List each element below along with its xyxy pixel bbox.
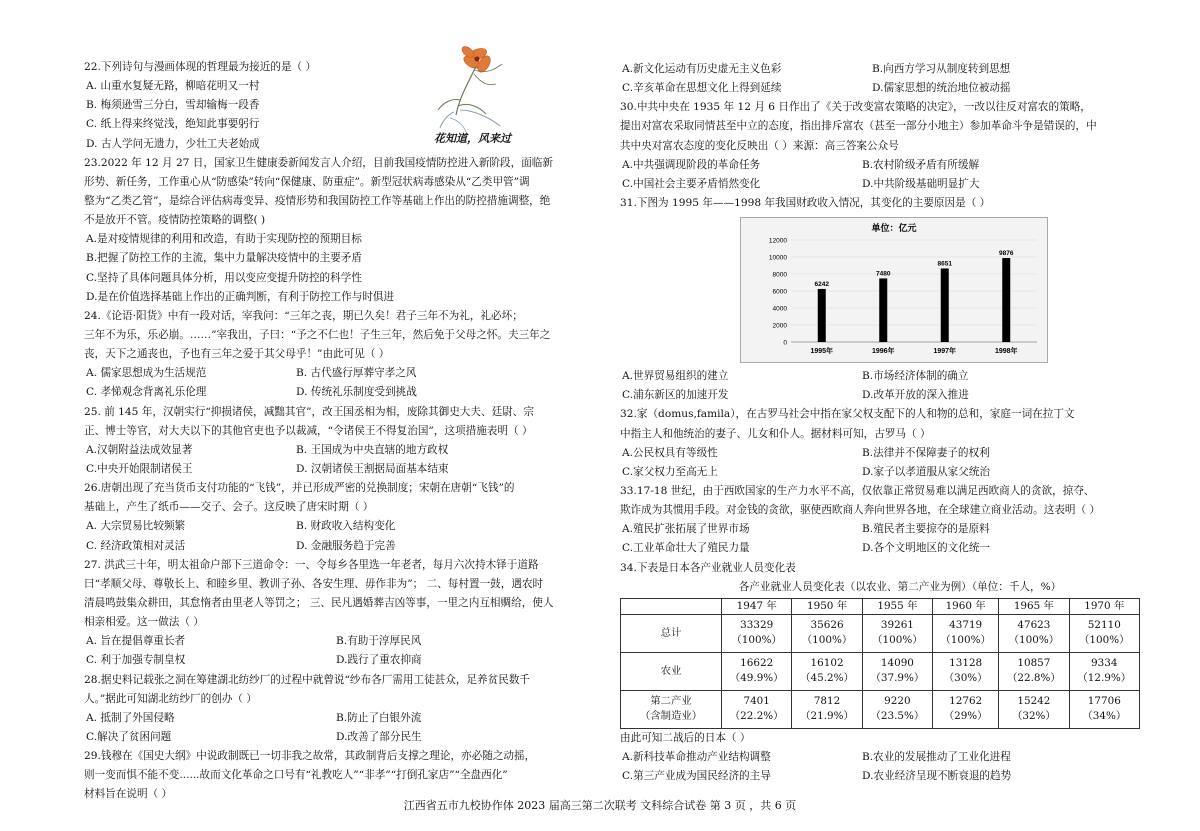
table-cell: 35626 （100%） bbox=[792, 614, 862, 652]
q26-options-row-2 bbox=[84, 537, 576, 556]
q24-options-row-2 bbox=[84, 383, 576, 402]
y-tick-label: 6000 bbox=[772, 288, 787, 296]
bar bbox=[879, 279, 887, 343]
table-cell: 9334 （12.9%） bbox=[1069, 652, 1139, 690]
table-cell: 17706 （34%） bbox=[1069, 690, 1139, 728]
table-cell: 12762 （29%） bbox=[933, 690, 999, 728]
q28-line-1: 28.据史料记载张之洞在筹建湖北纺纱厂的过程中就曾说“纱布各厂需用工徒甚众，足养贫民数千 bbox=[84, 673, 531, 686]
q31-options-row-1 bbox=[620, 367, 1140, 386]
x-tick-label: 1997年 bbox=[933, 348, 957, 356]
y-tick-label: 12000 bbox=[768, 237, 787, 245]
q25-options-row-1 bbox=[84, 441, 576, 460]
q33-option-c[interactable]: C.工业革命壮大了殖民力量 bbox=[622, 542, 750, 555]
bar bbox=[1002, 258, 1010, 342]
q33-option-d[interactable]: D.各个文明地区的文化统一 bbox=[862, 542, 991, 555]
q26-option-d[interactable]: D. 金融服务趋于完善 bbox=[296, 539, 396, 552]
table-cell: 39261 （100%） bbox=[862, 614, 932, 652]
bar bbox=[941, 269, 949, 343]
right-column bbox=[620, 60, 1140, 786]
left-column bbox=[84, 58, 576, 804]
q33-option-a[interactable]: A.殖民扩张拓展了世界市场 bbox=[622, 523, 750, 536]
q29-line-2: 则一变而惧不能不变......故而文化革命之口号有“礼教吃人”“非孝”“打倒孔家店”“全盘西化” bbox=[84, 769, 508, 782]
x-tick-label: 1995年 bbox=[810, 348, 834, 356]
q27-line-4: 相亲相爱。这一做法（ ） bbox=[84, 616, 204, 629]
q24-line-1: 24.《论语·阳货》中有一段对话，宰我问：“三年之丧，期已久矣！君子三年不为礼，礼必坏； bbox=[84, 309, 523, 322]
table-row-secondary bbox=[621, 690, 1140, 728]
q27-option-b[interactable]: B.有助于淳厚民风 bbox=[336, 635, 422, 648]
q27-options-row-2 bbox=[84, 651, 576, 670]
q26-options-row-1 bbox=[84, 517, 576, 536]
q31-chart-area bbox=[620, 213, 1140, 367]
bar-value-label: 9876 bbox=[999, 250, 1014, 258]
q26-option-c[interactable]: C. 经济政策相对灵活 bbox=[86, 539, 186, 552]
q34-option-c[interactable]: C.第三产业成为国民经济的主导 bbox=[622, 770, 771, 783]
q27-option-d[interactable]: D.践行了重农抑商 bbox=[336, 654, 422, 667]
table-cell: 16622 （49.9%） bbox=[722, 652, 792, 690]
q34-table-title: 各产业就业人员变化表（以农业、第二产业为例）（单位：千人，%） bbox=[738, 580, 1062, 593]
fiscal-revenue-chart bbox=[740, 217, 1048, 363]
q23-line-2: 形势、新任务，工作重心从“防感染”转向“保健康、防重症”。新型冠状病毒感染从“乙类甲管”调 bbox=[84, 175, 530, 188]
x-tick-label: 1998年 bbox=[994, 348, 1018, 356]
q34-option-a[interactable]: A.新科技革命推动产业结构调整 bbox=[622, 750, 771, 763]
table-cell: 14090 （37.9%） bbox=[862, 652, 932, 690]
q33-line-2: 欺诈成为其惯用手段。对金钱的贪欲，驱使西欧商人奔向世界各地，在全球建立商业活动。这表明（ ） bbox=[620, 504, 1101, 517]
q33-options-row-2 bbox=[620, 539, 1140, 558]
year-header: 1970 年 bbox=[1069, 598, 1139, 614]
table-cell: 16102 （45.2%） bbox=[792, 652, 862, 690]
q34-options-row-1 bbox=[620, 748, 1140, 767]
q27-options-row-1 bbox=[84, 632, 576, 651]
q28-option-a[interactable]: A. 抵制了外国侵略 bbox=[86, 711, 175, 724]
y-tick-label: 2000 bbox=[772, 322, 787, 330]
q29-line-3: 材料旨在说明（ ） bbox=[84, 788, 173, 801]
q34-stem: 34.下表是日本各产业就业人员变化表 bbox=[620, 561, 796, 574]
q27-line-2: 曰“孝顺父母、尊敬长上、和睦乡里、教训子孙、各安生理、毋作非为”； 二、每村置一鼓，遇农时 bbox=[84, 577, 544, 590]
q23-line-1: 23.2022 年 12 月 27 日，国家卫生健康委新闻发言人介绍，目前我国疫情防控进入新阶段，面临新 bbox=[84, 156, 553, 169]
q26-line-1: 26.唐朝出现了充当货币支付功能的“飞钱”，并已形成严密的兑换制度；宋朝在唐朝“飞钱”的 bbox=[84, 482, 515, 495]
q31-option-b[interactable]: B.市场经济体制的确立 bbox=[862, 370, 969, 383]
q25-option-a[interactable]: A.汉朝附益法成效显著 bbox=[86, 443, 193, 456]
q22-stem: 22.下列诗句与漫画体现的哲理最为接近的是（ ） bbox=[84, 61, 317, 73]
q23-option-b[interactable]: B.把握了防控工作的主流，集中力量解决疫情中的主要矛盾 bbox=[86, 252, 362, 265]
q32-options-row-1 bbox=[620, 444, 1140, 463]
q25-option-b[interactable]: B. 王国成为中央直辖的地方政权 bbox=[296, 443, 449, 456]
q33-options-row-1 bbox=[620, 520, 1140, 539]
q30-option-b[interactable]: B.农村阶级矛盾有所缓解 bbox=[862, 158, 980, 171]
q24-line-2: 三年不为乐，乐必崩。……”宰我出，子曰：“予之不仁也！子生三年，然后免于父母之怀。夫三年之 bbox=[84, 328, 551, 341]
q24-option-d[interactable]: D. 传统礼乐制度受到挑战 bbox=[296, 386, 417, 399]
q28-option-d[interactable]: D.改善了部分民生 bbox=[336, 730, 422, 743]
table-row-total bbox=[621, 614, 1140, 652]
cartoon-caption: 花知道，风来过 bbox=[434, 132, 511, 145]
table-cell: 7812 （21.9%） bbox=[792, 690, 862, 728]
q23-option-a[interactable]: A.是对疫情规律的利用和改造，有助于实现防控的预期目标 bbox=[86, 233, 362, 246]
cartoon-illustration bbox=[430, 40, 530, 144]
table-cell: 52110 （100%） bbox=[1069, 614, 1139, 652]
q32-line-2: 中指主人和他统治的妻子、儿女和仆人。据材料可知，古罗马（ ） bbox=[620, 427, 931, 440]
year-header: 1955 年 bbox=[862, 598, 932, 614]
employment-table bbox=[620, 598, 1140, 729]
table-cell: 7401 （22.2%） bbox=[722, 690, 792, 728]
q26-option-a[interactable]: A. 大宗贸易比较频繁 bbox=[86, 520, 186, 533]
q31-option-d[interactable]: D.改革开放的深入推进 bbox=[862, 389, 969, 402]
q29-option-c[interactable]: C.辛亥革命在思想文化上得到延续 bbox=[622, 82, 782, 95]
q23-line-4: 不是放开不管。疫情防控策略的调整( ) bbox=[84, 214, 266, 227]
q32-option-c[interactable]: C.家父权力至高无上 bbox=[622, 465, 718, 478]
q24-option-b[interactable]: B. 古代盛行厚葬守孝之风 bbox=[296, 367, 417, 380]
bar-value-label: 8651 bbox=[937, 260, 952, 268]
q30-line-1: 30.中共中央在 1935 年 12 月 6 日作出了《关于改变富农策略的决定》，一改以往反对富农的策略， bbox=[620, 101, 1091, 114]
q24-option-c[interactable]: C. 孝悌观念背离礼乐伦理 bbox=[86, 386, 207, 399]
q25-line-2: 正、博士等官，对大夫以下的其他官吏也予以裁减，“令诸侯王不得复治国”，这项措施表明（ ） bbox=[84, 424, 533, 437]
q25-line-1: 25. 前 145 年，汉朝实行“抑损诸侯，减黜其官”，改王国丞相为相，废除其御史大夫、廷尉、宗 bbox=[84, 405, 534, 418]
table-header-row bbox=[621, 598, 1140, 614]
table-cell: 43719 （100%） bbox=[933, 614, 999, 652]
q33-line-1: 33.17-18 世纪，由于西欧国家的生产力水平不高，仅依靠正常贸易难以满足西欧商人的贪欲，掠夺、 bbox=[620, 484, 1095, 497]
q29-option-d[interactable]: D.儒家思想的统治地位被动摇 bbox=[872, 82, 1011, 95]
year-header: 1960 年 bbox=[933, 598, 999, 614]
q22-option-b[interactable]: B. 梅须逊雪三分白，雪却输梅一段香 bbox=[86, 99, 260, 112]
q25-option-d[interactable]: D. 汉朝诸侯王割据局面基本结束 bbox=[296, 462, 449, 475]
q31-option-c[interactable]: C.浦东新区的加速开发 bbox=[622, 389, 729, 402]
q27-option-a[interactable]: A. 旨在提倡尊重长者 bbox=[86, 635, 186, 648]
q30-options-row-1 bbox=[620, 156, 1140, 175]
q28-options-row-1 bbox=[84, 709, 576, 728]
row-label: 第二产业 （含制造业） bbox=[621, 690, 722, 728]
q22-option-a[interactable]: A. 山重水复疑无路，柳暗花明又一村 bbox=[86, 80, 260, 93]
row-label: 农业 bbox=[621, 652, 722, 690]
q28-option-b[interactable]: B.防止了白银外流 bbox=[336, 711, 422, 724]
q34-option-b[interactable]: B.农业的发展推动了工业化进程 bbox=[862, 750, 1011, 763]
q30-option-a[interactable]: A.中共强调现阶段的革命任务 bbox=[622, 158, 761, 171]
q30-options-row-2 bbox=[620, 175, 1140, 194]
table-cell: 33329 （100%） bbox=[722, 614, 792, 652]
table-corner-cell bbox=[621, 598, 722, 614]
q31-options-row-2 bbox=[620, 386, 1140, 405]
q26-line-2: 基础上，产生了纸币——交子、会子。这反映了唐宋时期（ ） bbox=[84, 501, 374, 514]
table-cell: 9220 （23.5%） bbox=[862, 690, 932, 728]
y-tick-label: 0 bbox=[783, 339, 787, 347]
q32-option-a[interactable]: A.公民权具有等级性 bbox=[622, 446, 718, 459]
bar-value-label: 7480 bbox=[876, 270, 891, 278]
flower-drawing bbox=[430, 40, 530, 144]
y-tick-label: 8000 bbox=[772, 271, 787, 279]
table-cell: 15242 （32%） bbox=[999, 690, 1069, 728]
year-header: 1947 年 bbox=[722, 598, 792, 614]
year-header: 1965 年 bbox=[999, 598, 1069, 614]
q22-option-d[interactable]: D. 古人学问无遗力，少壮工夫老始成 bbox=[86, 137, 260, 150]
bar-value-label: 6242 bbox=[814, 281, 829, 289]
bar bbox=[818, 289, 826, 342]
row-label: 总计 bbox=[621, 614, 722, 652]
q24-line-3: 丧，天下之通丧也，予也有三年之爱于其父母乎！”由此可见（ ） bbox=[84, 348, 390, 361]
q25-option-c[interactable]: C.中央开始限制诸侯王 bbox=[86, 462, 193, 475]
x-tick-label: 1996年 bbox=[871, 348, 895, 356]
q27-option-c[interactable]: C. 利于加强专制皇权 bbox=[86, 654, 186, 667]
q30-line-3: 共中央对富农态度的变化反映出（ ）来源：高三答案公众号 bbox=[620, 139, 899, 152]
q28-option-c[interactable]: C.解决了贫困问题 bbox=[86, 730, 172, 743]
y-tick-label: 10000 bbox=[768, 254, 787, 262]
q33-option-b[interactable]: B.殖民者主要掠夺的是原料 bbox=[862, 523, 990, 536]
q31-option-a[interactable]: A.世界贸易组织的建立 bbox=[622, 370, 729, 383]
q32-option-d[interactable]: D.家子以孝道服从家父统治 bbox=[862, 465, 991, 478]
q27-line-1: 27. 洪武三十年，明太祖命户部下三道命令：一、令每乡各里选一年老者，每月六次持木铎于道路 bbox=[84, 558, 539, 571]
table-cell: 13128 （30%） bbox=[933, 652, 999, 690]
q23-line-3: 整为“乙类乙管”，是综合评估病毒变异、疫情形势和我国防控工作等基础上作出的防控措施调整，绝 bbox=[84, 194, 551, 207]
q29-options-row-2 bbox=[620, 79, 1140, 98]
q34-option-d[interactable]: D.农业经济呈现不断衰退的趋势 bbox=[862, 770, 1012, 783]
table-cell: 47623 （100%） bbox=[999, 614, 1069, 652]
q30-line-2: 提出对富农采取同情甚至中立的态度，指出排斥富农（甚至一部分小地主）参加革命斗争是错误的，中 bbox=[620, 120, 1097, 133]
table-cell: 10857 （22.8%） bbox=[999, 652, 1069, 690]
q28-line-2: 人。”据此可知湖北纺纱厂的创办（ ） bbox=[84, 692, 257, 705]
q32-options-row-2 bbox=[620, 463, 1140, 482]
q32-line-1: 32.家（domus,famila），在古罗马社会中指在家父权支配下的人和物的总和，家庭一词在拉丁文 bbox=[620, 408, 1075, 421]
q29-line-1: 29.钱穆在《国史大纲》中说政制既已一切非我之故常，其政制背后支撑之理论，亦必随之动摇， bbox=[84, 750, 536, 763]
q29-option-a[interactable]: A.新文化运动有历史虚无主义色彩 bbox=[622, 63, 782, 75]
q26-option-b[interactable]: B. 财政收入结构变化 bbox=[296, 520, 396, 533]
q31-stem: 31.下图为 1995 年——1998 年我国财政收入情况，其变化的主要原因是（ ） bbox=[620, 196, 991, 209]
q32-option-b[interactable]: B.法律并不保障妻子的权利 bbox=[862, 446, 990, 459]
q30-option-d[interactable]: D.中共阶级基础明显扩大 bbox=[862, 177, 980, 190]
q30-option-c[interactable]: C.中国社会主要矛盾悄然变化 bbox=[622, 177, 761, 190]
page-footer: 江西省五市九校协作体 2023 届高三第二次联考 文科综合试卷 第 3 页 ，共 6 页 bbox=[403, 799, 797, 812]
q27-line-3: 清晨鸣鼓集众耕田，其怠惰者由里老人等罚之； 三、民凡遇婚葬吉凶等事，一里之内互相赒给，使人 bbox=[84, 596, 554, 609]
q23-option-c[interactable]: C.坚持了具体问题具体分析，用以变应变提升防控的科学性 bbox=[86, 271, 362, 284]
q28-options-row-2 bbox=[84, 728, 576, 747]
q24-option-a[interactable]: A. 儒家思想成为生活规范 bbox=[86, 367, 207, 380]
q34-options-row-2 bbox=[620, 767, 1140, 786]
q34-tail: 由此可知二战后的日本（ ） bbox=[620, 731, 751, 744]
q25-options-row-2 bbox=[84, 460, 576, 479]
q23-option-d[interactable]: D.是在价值选择基础上作出的正确判断，有利于防控工作与时俱进 bbox=[86, 290, 395, 303]
q22-option-c[interactable]: C. 纸上得来终觉浅，绝知此事要躬行 bbox=[86, 118, 260, 131]
q29-options-row-1 bbox=[620, 60, 1140, 79]
y-tick-label: 4000 bbox=[772, 305, 787, 313]
q29-option-b[interactable]: B.向西方学习从制度转到思想 bbox=[872, 63, 1011, 75]
q24-options-row-1 bbox=[84, 364, 576, 383]
table-row-agriculture bbox=[621, 652, 1140, 690]
year-header: 1950 年 bbox=[792, 598, 862, 614]
chart-title: 单位：亿元 bbox=[871, 223, 917, 234]
